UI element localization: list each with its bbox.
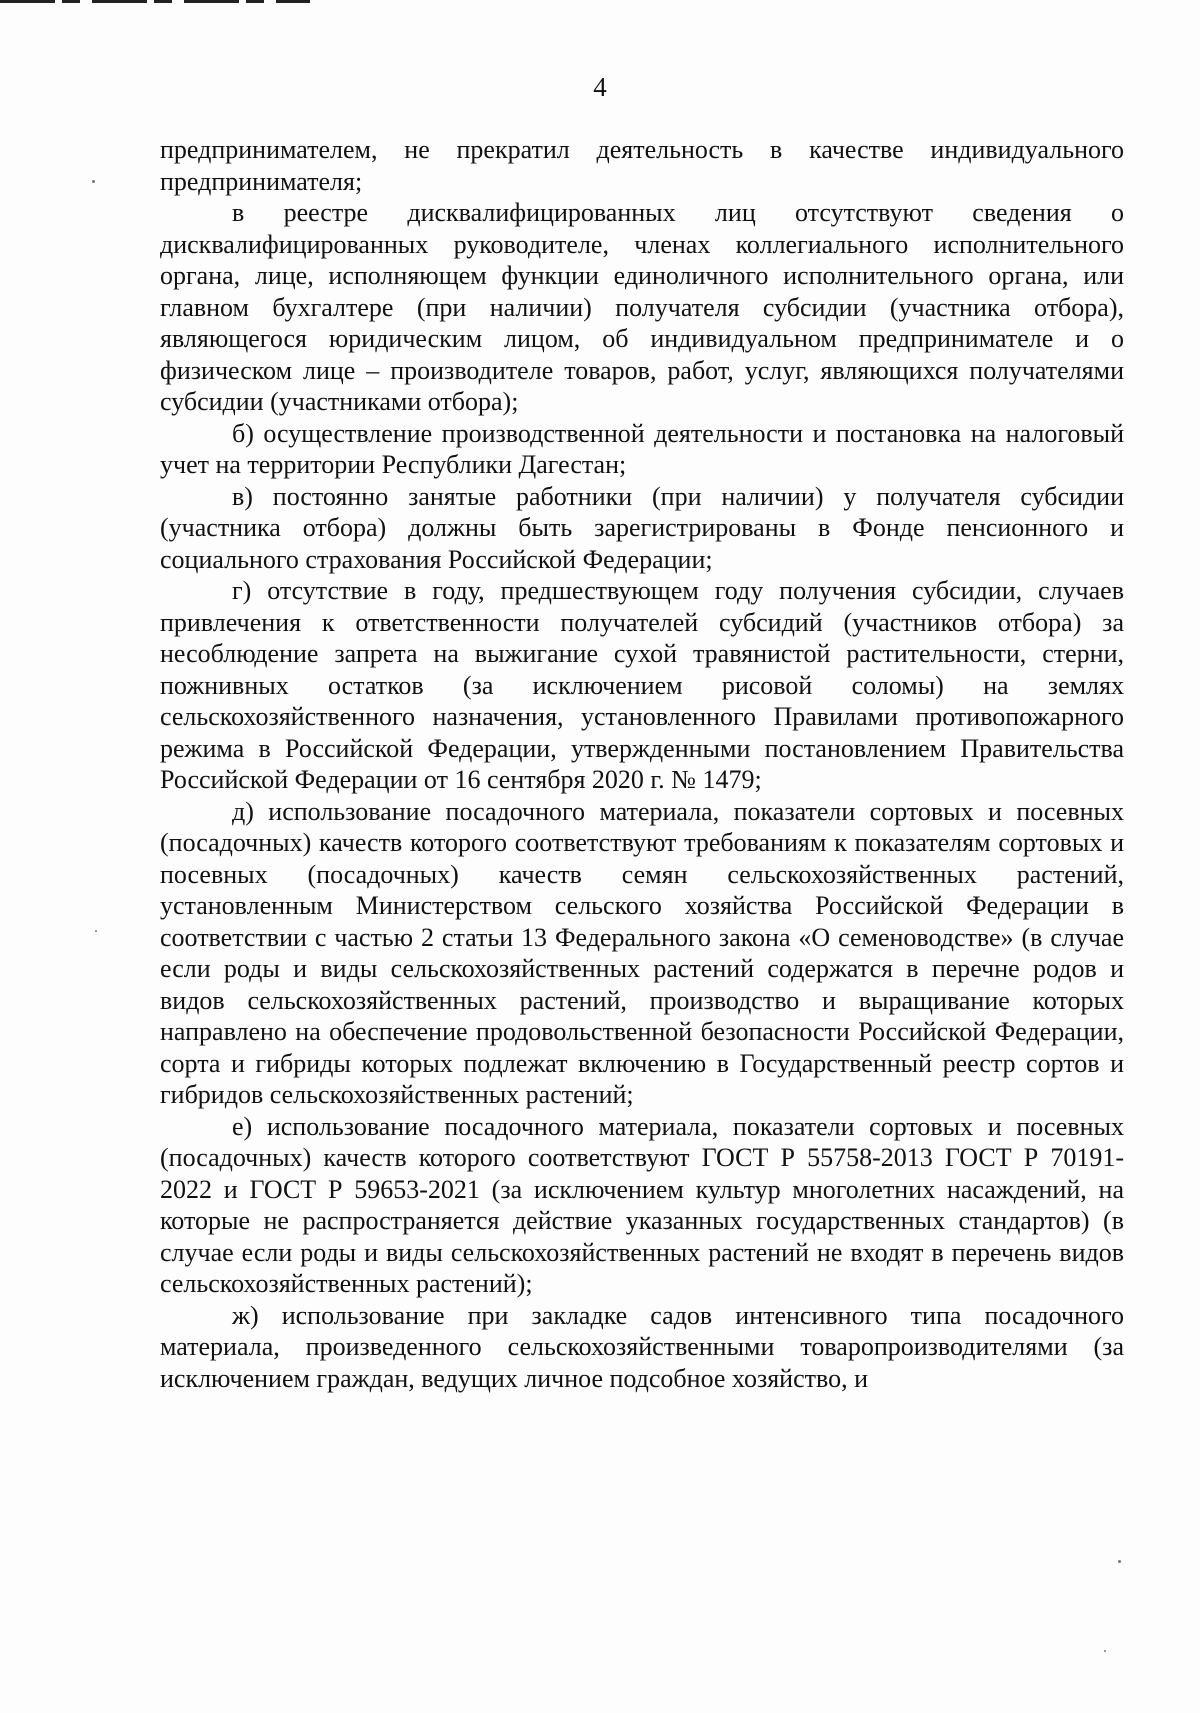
paragraph-continuation: предпринимателем, не прекратил деятельность в качестве индивидуального предпринимателя;	[160, 135, 1124, 196]
paragraph-v: в) постоянно занятые работники (при наличии) у получателя субсидии (участника отбора) должны быть зарегистрированы в Фонде пенсионного и социального страхования Российской Федерации;	[160, 481, 1124, 574]
scan-speck	[1118, 1560, 1121, 1563]
scan-speck	[92, 180, 95, 183]
document-body	[160, 134, 1124, 1394]
paragraph-g: г) отсутствие в году, предшествующем году получения субсидии, случаев привлечения к ответственности получателей субсидий (участников отбора) за несоблюдение запрета на выжигание сухой травянистой растительности, стерни, пожнивных остатков (за исключением рисовой соломы) на землях сельскохозяйственного назначения, установленного Правилами противопожарного режима в Российской Федерации, утвержденными постановлением Правительства Российской Федерации от 16 сентября 2020 г. № 1479;	[160, 576, 1124, 794]
paragraph-zh: ж) использование при закладке садов интенсивного типа посадочного материала, произведенного сельскохозяйственными товаропроизводителями (за исключением граждан, ведущих личное подсобное хозяйство, и	[160, 1300, 1124, 1393]
scan-speck	[1104, 1650, 1106, 1652]
scan-speck	[95, 930, 97, 932]
paragraph-e: е) использование посадочного материала, показатели сортовых и посевных (посадочных) качеств которого соответствуют ГОСТ Р 55758-2013 ГОСТ Р 70191-2022 и ГОСТ Р 59653-2021 (за исключением культур многолетних насаждений, на которые не распространяется действие указанных государственных стандартов) (в случае если роды и виды сельскохозяйственных растений не входят в перечень видов сельскохозяйственных растений);	[160, 1111, 1124, 1298]
scan-edge-mark	[0, 0, 310, 3]
paragraph-disqualified-registry: в реестре дисквалифицированных лиц отсутствуют сведения о дисквалифицированных руководителе, членах коллегиального исполнительного органа, лице, исполняющем функции единоличного исполнительного органа, или главном бухгалтере (при наличии) получателя субсидии (участника отбора), являющегося юридическим лицом, об индивидуальном предпринимателе и о физическом лице – производителе товаров, работ, услуг, являющихся получателями субсидии (участниками отбора);	[160, 198, 1124, 416]
page-number: 4	[593, 72, 607, 102]
paragraph-d: д) использование посадочного материала, показатели сортовых и посевных (посадочных) качеств которого соответствуют требованиям к показателям сортовых и посевных (посадочных) качеств семян сельскохозяйственных растений, установленным Министерством сельского хозяйства Российской Федерации в соответствии с частью 2 статьи 13 Федерального закона «О семеноводстве» (в случае если роды и виды сельскохозяйственных растений содержатся в перечне родов и видов сельскохозяйственных растений, производство и выращивание которых направлено на обеспечение продовольственной безопасности Российской Федерации, сорта и гибриды которых подлежат включению в Государственный реестр сортов и гибридов сельскохозяйственных растений;	[160, 796, 1124, 1109]
paragraph-b: б) осуществление производственной деятельности и постановка на налоговый учет на территории Республики Дагестан;	[160, 418, 1124, 479]
